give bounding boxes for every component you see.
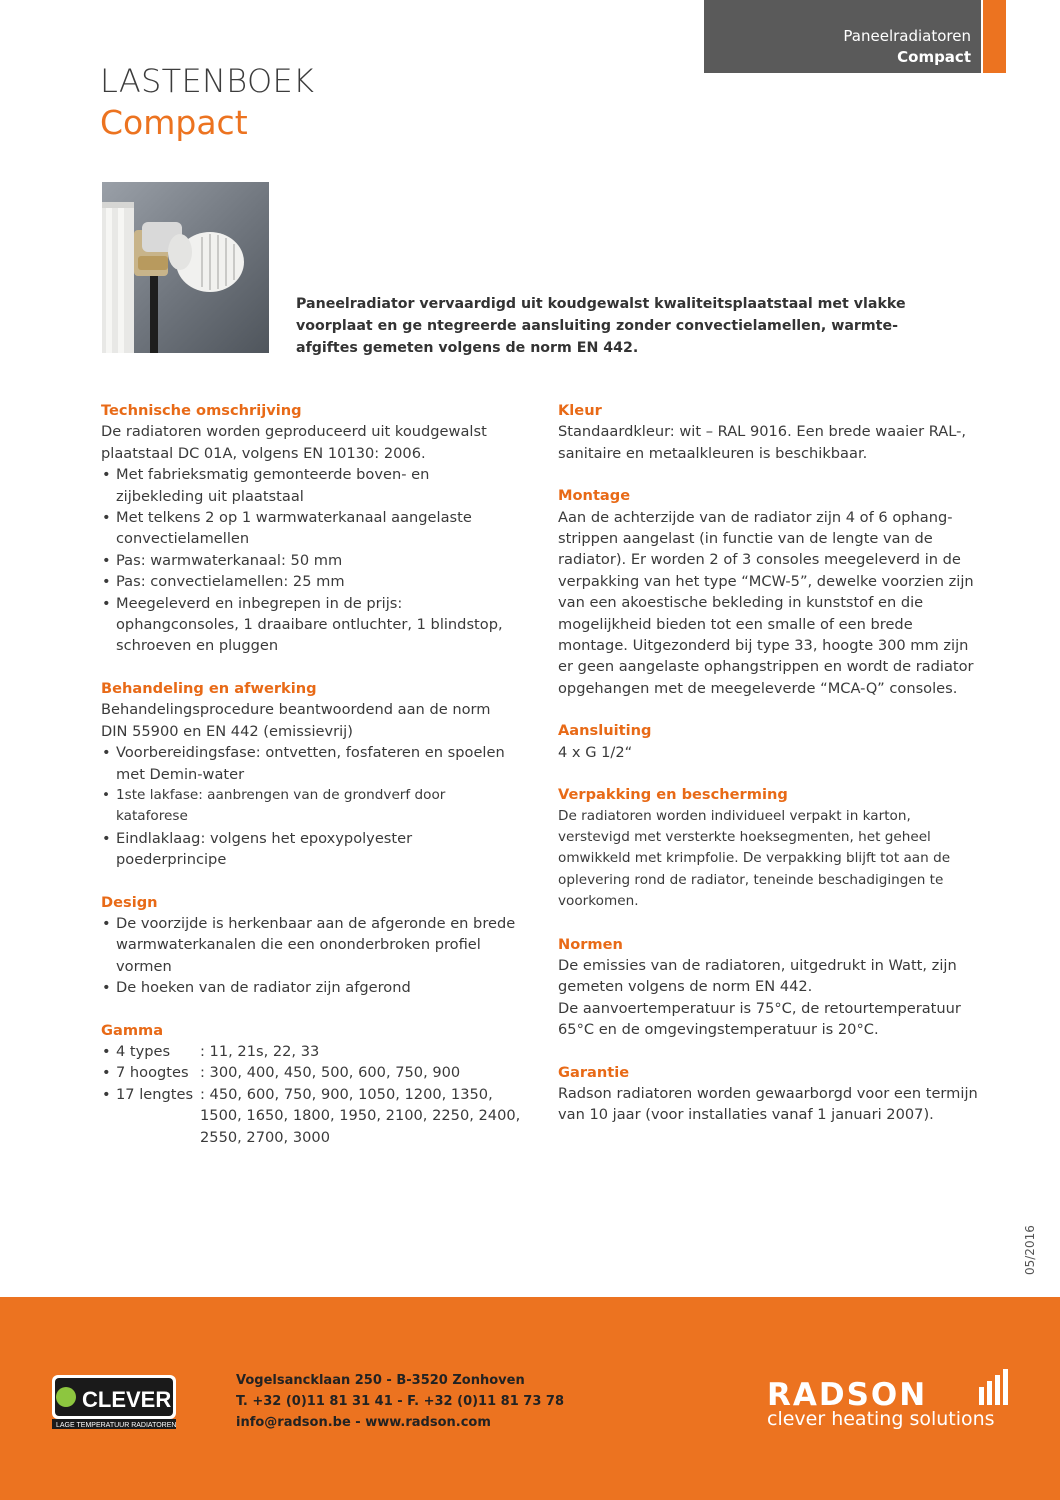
section-heading: Design: [101, 893, 158, 911]
section-heading: Aansluiting: [558, 722, 652, 740]
list-item: • Met fabrieksmatig gemonteerde boven- en zijbekleding uit plaatstaal: [101, 464, 521, 507]
section-montage: [558, 485, 978, 699]
brand-tagline: clever heating solutions: [767, 1408, 995, 1430]
list-item: • De hoeken van de radiator zijn afgerond: [101, 977, 521, 998]
radson-logo: [767, 1367, 1017, 1437]
section-verpakking: [558, 784, 978, 912]
right-column: [558, 400, 978, 1147]
brand-bars-icon: [977, 1367, 1013, 1407]
section-heading: Gamma: [101, 1021, 164, 1039]
gamma-label: • 7 hoogtes: [116, 1064, 189, 1082]
bullet-list: [101, 913, 521, 999]
section-heading: Normen: [558, 935, 623, 953]
section-technisch: [101, 400, 521, 657]
section-gamma: [101, 1020, 521, 1148]
section-heading: Kleur: [558, 402, 602, 419]
list-item: • Met telkens 2 op 1 warmwaterkanaal aangelaste convectielamellen: [101, 507, 521, 550]
section-text: Standaardkleur: wit – RAL 9016. Een brede waaier RAL-, sanitaire en metaalkleuren is beschikbaar.: [558, 423, 967, 462]
header-product: Compact: [897, 48, 971, 66]
gamma-value: : 450, 600, 750, 900, 1050, 1200, 1350, 1500, 1650, 1800, 1950, 2100, 2250, 2400, 2550, 2700, 3000: [200, 1085, 521, 1146]
section-heading: Montage: [558, 487, 631, 505]
section-heading: Technische omschrijving: [101, 402, 302, 419]
list-item: • Meegeleverd en inbegrepen in de prijs: ophangconsoles, 1 draaibare ontluchter, 1 blindstop, schroeven en pluggen: [101, 593, 521, 657]
section-normen: [558, 934, 978, 1041]
footer: [0, 1297, 1060, 1500]
list-item: • De voorzijde is herkenbaar aan de afgeronde en brede warmwaterkanalen die een ononderbroken profiel vormen: [101, 913, 521, 977]
section-text: De aanvoertemperatuur is 75°C, de retourtemperatuur 65°C en de omgevingstemperatuur is 20°C.: [558, 999, 961, 1039]
bullet-list: [101, 464, 521, 657]
header-category: Paneelradiatoren: [843, 27, 971, 45]
header-accent-bar: [983, 0, 1006, 73]
section-text: Aan de achterzijde van de radiator zijn 4 of 6 ophang-strippen aangelast (in functie van de lengte van de radiator). Er worden 2 of 3 consoles meegeleverd in de verpakking van het type “MCW-5”, dewelke voorzien zijn van een akoestische bekleding in kunststof en die mogelijkheid bieden tot een smalle of een brede montage. Uitgezonderd bij type 33, hoogte 300 mm zijn er geen aangelaste ophangstrippen en wordt de radiator opgehangen met de meegeleverde “MCA-Q” consoles.: [558, 508, 974, 697]
section-aansluiting: [558, 720, 978, 763]
section-text: De emissies van de radiatoren, uitgedrukt in Watt, zijn gemeten volgens de norm EN 442.: [558, 956, 957, 996]
section-behandeling: [101, 678, 521, 871]
section-text: 4 x G 1/2“: [558, 743, 633, 761]
phone-line: T. +32 (0)11 81 31 41 - F. +32 (0)11 81 73 78: [236, 1394, 564, 1409]
list-item: • 1ste lakfase: aanbrengen van de grondverf door kataforese: [101, 785, 521, 828]
address-line: Vogelsancklaan 250 - B-3520 Zonhoven: [236, 1373, 525, 1388]
section-text: Radson radiatoren worden gewaarborgd voor een termijn van 10 jaar (voor installaties vanaf 1 januari 2007).: [558, 1084, 978, 1124]
document-date: 05/2016: [1023, 1225, 1037, 1275]
list-item: • Voorbereidingsfase: ontvetten, fosfateren en spoelen met Demin-water: [101, 742, 521, 785]
intro-text: Paneelradiator vervaardigd uit koudgewalst kwaliteitsplaatstaal met vlakke voorplaat en ge ntegreerde aansluiting zonder convectielamellen, warmte-afgiftes gemeten volgens de norm EN 442.: [296, 296, 906, 356]
svg-text:CLEVER: CLEVER: [82, 1387, 172, 1412]
gamma-row: [101, 1084, 521, 1148]
page-title: LASTENBOEK: [100, 62, 315, 100]
list-item: • Pas: convectielamellen: 25 mm: [101, 571, 521, 592]
svg-text:LAGE TEMPERATUUR RADIATOREN: LAGE TEMPERATUUR RADIATOREN: [56, 1422, 176, 1429]
clever-logo: [52, 1375, 176, 1429]
gamma-value: : 300, 400, 450, 500, 600, 750, 900: [200, 1064, 461, 1082]
section-garantie: [558, 1062, 978, 1126]
contact-line[interactable]: info@radson.be - www.radson.com: [236, 1415, 491, 1430]
section-text: De radiatoren worden geproduceerd uit koudgewalst plaatstaal DC 01A, volgens EN 10130: 2006.: [101, 423, 487, 462]
bullet-list: [101, 742, 521, 870]
section-kleur: [558, 400, 978, 464]
product-photo: [102, 182, 269, 353]
list-item: • Eindlaklaag: volgens het epoxypolyester poederprincipe: [101, 828, 521, 871]
gamma-value: : 11, 21s, 22, 33: [200, 1042, 320, 1060]
brand-name: RADSON: [767, 1377, 928, 1413]
gamma-row: [101, 1041, 521, 1062]
gamma-label: • 17 lengtes: [116, 1085, 194, 1103]
section-text: De radiatoren worden individueel verpakt in karton, verstevigd met versterkte hoeksegmenten, het geheel omwikkeld met krimpfolie. De verpakking blijft tot aan de oplevering rond de radiator, teneinde beschadigingen te voorkomen.: [558, 807, 951, 910]
section-heading: Garantie: [558, 1063, 630, 1081]
gamma-row: [101, 1062, 521, 1083]
page-subtitle: Compact: [100, 103, 248, 142]
list-item: • Pas: warmwaterkanaal: 50 mm: [101, 550, 521, 571]
footer-address: [236, 1370, 564, 1433]
header-tab: [704, 0, 981, 73]
section-heading: Behandeling en afwerking: [101, 679, 317, 697]
gamma-label: • 4 types: [116, 1042, 171, 1060]
section-heading: Verpakking en bescherming: [558, 786, 788, 804]
section-design: [101, 892, 521, 999]
left-column: [101, 400, 521, 1169]
section-text: Behandelingsprocedure beantwoordend aan de norm DIN 55900 en EN 442 (emissievrij): [101, 701, 491, 740]
